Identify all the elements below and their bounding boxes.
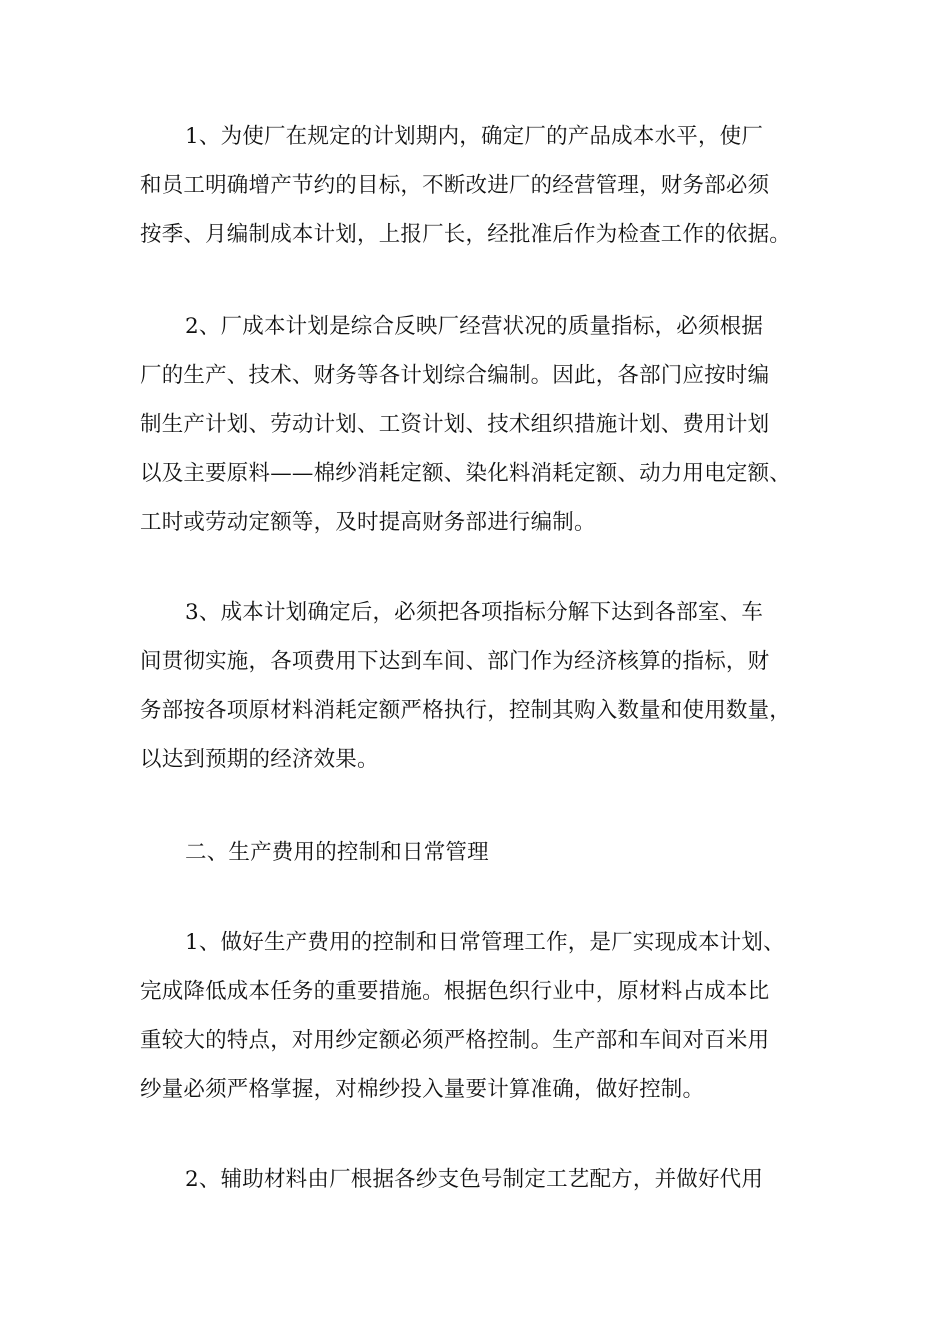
text-line: 以及主要原料——棉纱消耗定额、染化料消耗定额、动力用电定额、 <box>140 461 792 486</box>
text-line: 间贯彻实施，各项费用下达到车间、部门作为经济核算的指标，财 <box>140 649 770 674</box>
heading-line: 二、生产费用的控制和日常管理 <box>185 840 489 865</box>
text-line: 2、辅助材料由厂根据各纱支色号制定工艺配方，并做好代用 <box>185 1167 764 1192</box>
text-line: 按季、月编制成本计划，上报厂长，经批准后作为检查工作的依据。 <box>140 222 792 247</box>
text-line: 务部按各项原材料消耗定额严格执行，控制其购入数量和使用数量， <box>140 698 792 723</box>
text-line: 纱量必须严格掌握，对棉纱投入量要计算准确，做好控制。 <box>140 1077 705 1102</box>
text-line: 完成降低成本任务的重要措施。根据色织行业中，原材料占成本比 <box>140 979 770 1004</box>
text-line: 1、为使厂在规定的计划期内，确定厂的产品成本水平，使厂 <box>185 124 764 149</box>
text-line: 厂的生产、技术、财务等各计划综合编制。因此，各部门应按时编 <box>140 363 770 388</box>
paragraph-3 <box>140 588 840 784</box>
section-heading <box>140 828 840 877</box>
paragraph-4 <box>140 918 840 1114</box>
paragraph-1 <box>140 112 840 259</box>
text-line: 1、做好生产费用的控制和日常管理工作，是厂实现成本计划、 <box>185 930 785 955</box>
text-line: 以达到预期的经济效果。 <box>140 747 379 772</box>
text-line: 和员工明确增产节约的目标，不断改进厂的经营管理，财务部必须 <box>140 173 770 198</box>
text-line: 工时或劳动定额等，及时提高财务部进行编制。 <box>140 510 596 535</box>
paragraph-2 <box>140 302 840 547</box>
text-line: 重较大的特点，对用纱定额必须严格控制。生产部和车间对百米用 <box>140 1028 770 1053</box>
text-line: 制生产计划、劳动计划、工资计划、技术组织措施计划、费用计划 <box>140 412 770 437</box>
text-line: 3、成本计划确定后，必须把各项指标分解下达到各部室、车 <box>185 600 764 625</box>
text-line: 2、厂成本计划是综合反映厂经营状况的质量指标，必须根据 <box>185 314 764 339</box>
paragraph-5 <box>140 1155 840 1204</box>
